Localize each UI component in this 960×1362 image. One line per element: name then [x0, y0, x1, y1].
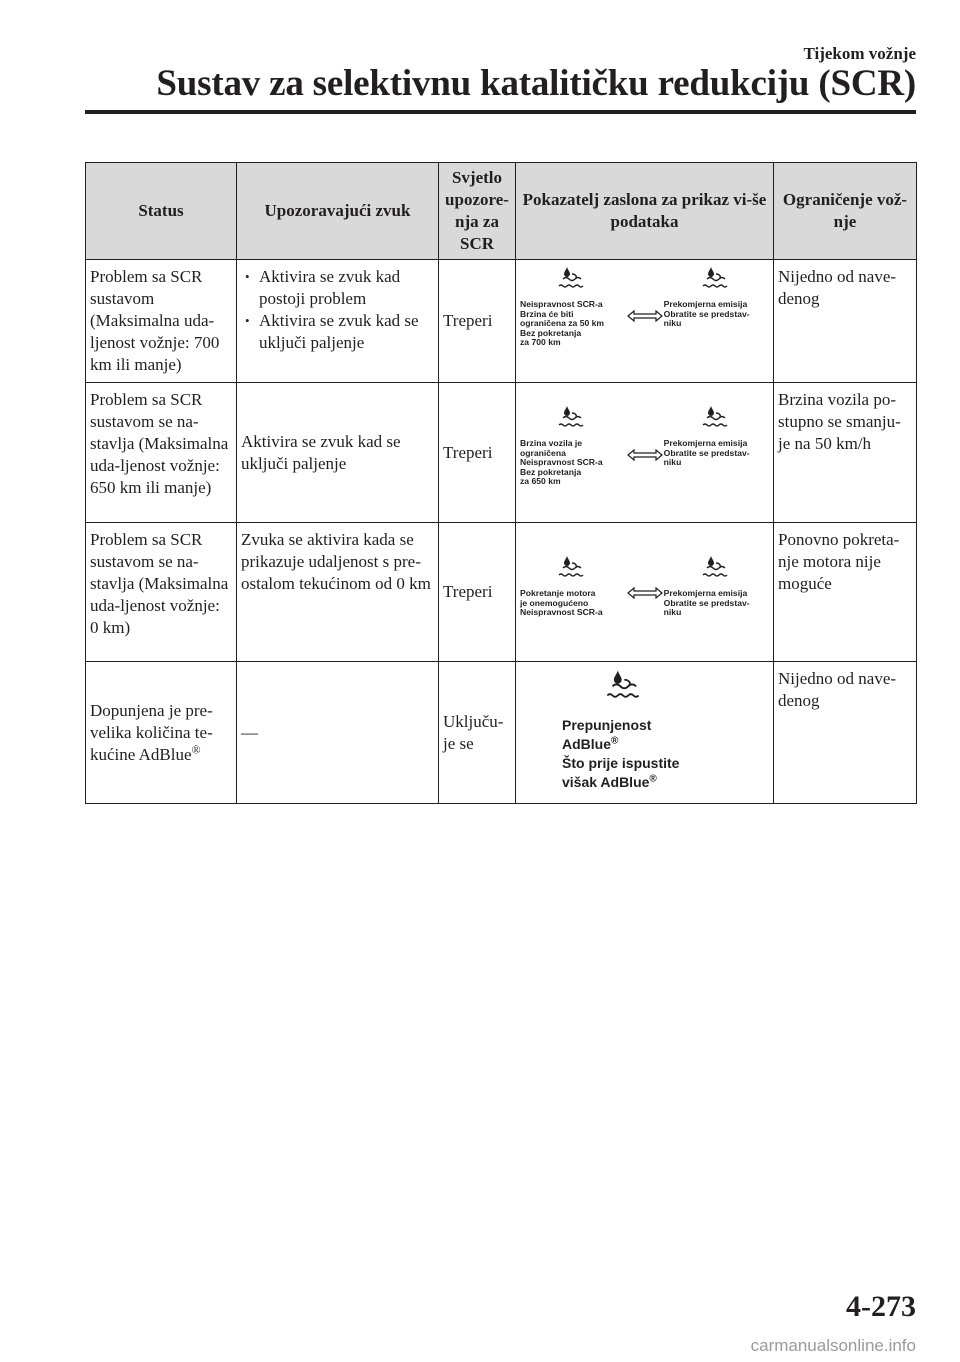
table-row — [86, 662, 917, 804]
display-line-text: AdBlue — [562, 736, 611, 752]
row-status — [86, 662, 237, 804]
display-line — [562, 735, 679, 754]
row-display — [516, 523, 774, 662]
display-line: za 700 km — [520, 337, 561, 348]
header-rule — [85, 110, 916, 114]
header-light: Svjetlo upozore-nja za SCR — [439, 163, 516, 260]
row-display — [516, 383, 774, 523]
display-line: niku — [663, 318, 682, 329]
row-sound: — — [237, 662, 439, 804]
display-line: Neispravnost SCR-a — [520, 299, 603, 309]
adblue-scr-warning-icon — [558, 405, 584, 435]
display-line: Neispravnost SCR-a — [520, 607, 603, 618]
row-status: Problem sa SCR sustavom se na-stavlja (Maksimalna uda-ljenost vožnje: 0 km) — [86, 523, 237, 662]
row-display — [516, 260, 774, 383]
list-item: • Aktivira se zvuk kad postoji problem — [241, 266, 434, 310]
display-line: Prekomjerna emisija — [663, 438, 748, 448]
registered-mark: ® — [611, 735, 619, 747]
adblue-scr-warning-icon — [702, 555, 728, 585]
header-sound: Upozoravajući zvuk — [237, 163, 439, 260]
display-line: Brzina vozila je — [520, 438, 583, 448]
display-line: Pokretanje motora — [520, 588, 596, 598]
display-line-text: višak AdBlue — [562, 774, 650, 790]
row-status: Problem sa SCR sustavom (Maksimalna uda-ljenost vožnje: 700 km ili manje) — [86, 260, 237, 383]
display-line: Neispravnost SCR-a — [520, 457, 603, 468]
display-line: Prepunjenost — [562, 717, 652, 733]
adblue-scr-warning-icon — [606, 668, 640, 708]
row-display — [516, 662, 774, 804]
display-line: Prekomjerna emisija — [663, 299, 748, 309]
display-line: Obratite se predstav- — [663, 597, 750, 608]
display-line: Obratite se predstav- — [663, 447, 750, 458]
display-line: je onemogućeno — [520, 597, 589, 608]
row-light: Uključu-je se — [439, 662, 516, 804]
adblue-scr-warning-icon — [702, 405, 728, 435]
row-limit: Nijedno od nave-denog — [774, 260, 917, 383]
double-arrow-icon — [627, 445, 663, 467]
row-light: Treperi — [439, 260, 516, 383]
display-line: za 650 km — [520, 476, 561, 487]
list-item: • Aktivira se zvuk kad se uključi paljenje — [241, 310, 434, 354]
display-line: Što prije ispustite — [562, 755, 680, 771]
registered-mark: ® — [649, 773, 657, 785]
table-row — [86, 260, 917, 383]
display-line: Bez pokretanja — [520, 466, 582, 477]
adblue-scr-warning-icon — [558, 266, 584, 296]
row-light: Treperi — [439, 523, 516, 662]
row-sound: Zvuka se aktivira kada se prikazuje udaljenost s pre-ostalom tekućinom od 0 km — [237, 523, 439, 662]
row-status-text: Dopunjena je pre-velika količina te-kućine AdBlue — [90, 700, 213, 764]
row-sound: Aktivira se zvuk kad se uključi paljenje — [237, 383, 439, 523]
table-row — [86, 383, 917, 523]
page-number: 4-273 — [846, 1290, 916, 1323]
display-line: Prekomjerna emisija — [663, 588, 748, 598]
row-limit: Nijedno od nave-denog — [774, 662, 917, 804]
row-light: Treperi — [439, 383, 516, 523]
row-sound — [237, 260, 439, 383]
header-status: Status — [86, 163, 237, 260]
watermark: carmanualsonline.info — [750, 1336, 916, 1355]
adblue-scr-warning-icon — [702, 266, 728, 296]
header-section: Tijekom vožnje — [803, 44, 916, 63]
display-line: niku — [663, 607, 682, 618]
display-line: niku — [663, 457, 682, 468]
header-display: Pokazatelj zaslona za prikaz vi-še podataka — [516, 163, 774, 260]
row-status: Problem sa SCR sustavom se na-stavlja (Maksimalna uda-ljenost vožnje: 650 km ili manje) — [86, 383, 237, 523]
header-limit: Ograničenje vož-nje — [774, 163, 917, 260]
table-header-row — [86, 163, 917, 260]
table-row — [86, 523, 917, 662]
adblue-scr-warning-icon — [558, 555, 584, 585]
row-limit: Ponovno pokreta-nje motora nije moguće — [774, 523, 917, 662]
registered-mark: ® — [191, 741, 201, 756]
display-line: Brzina će biti — [520, 308, 574, 319]
display-line: Bez pokretanja — [520, 327, 582, 338]
display-line: ograničena za 50 km — [520, 318, 605, 329]
double-arrow-icon — [627, 583, 663, 605]
row-limit: Brzina vozila po-stupno se smanju-je na 50 km/h — [774, 383, 917, 523]
scr-status-table — [85, 162, 917, 804]
double-arrow-icon — [627, 306, 663, 328]
display-line: Obratite se predstav- — [663, 308, 750, 319]
display-line: ograničena — [520, 447, 566, 458]
display-line — [562, 773, 679, 792]
page-title: Sustav za selektivnu katalitičku redukciju (SCR) — [156, 63, 916, 104]
